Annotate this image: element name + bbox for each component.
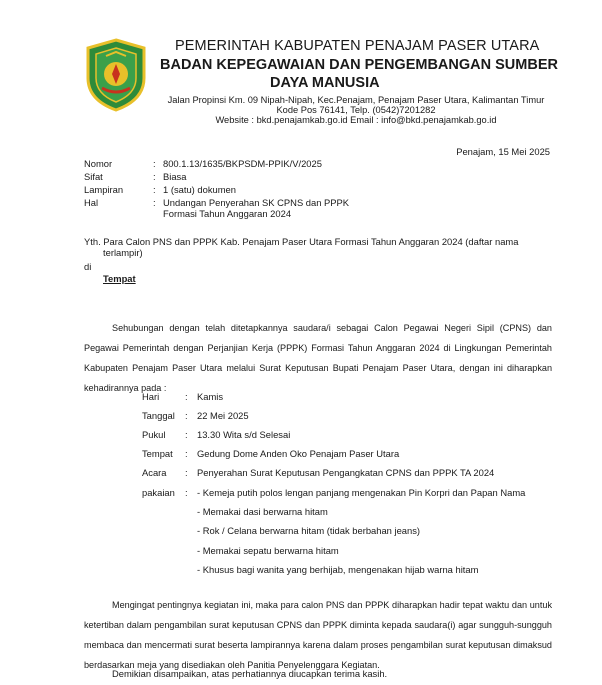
detail-sep: : — [185, 410, 188, 421]
detail-sep: : — [185, 467, 188, 478]
recipient-line: Yth. Para Calon PNS dan PPPK Kab. Penajam Paser Utara Formasi Tahun Anggaran 2024 (daftar nama — [84, 236, 519, 247]
detail-sep: : — [185, 429, 188, 440]
meta-label: Sifat — [84, 171, 103, 182]
detail-value: 22 Mei 2025 — [197, 410, 249, 421]
recipient-line-cont: terlampir) — [103, 247, 143, 258]
recipient-place: Tempat — [103, 273, 136, 284]
agency-name-line1: PEMERINTAH KABUPATEN PENAJAM PASER UTARA — [175, 38, 540, 54]
attire-item: - Khusus bagi wanita yang berhijab, mengenakan hijab warna hitam — [197, 564, 479, 575]
body-paragraph-intro: Sehubungan dengan telah ditetapkannya saudara/i sebagai Calon Pegawai Negeri Sipil (CPNS) dan Pegawai Pemerintah dengan Perjanjian Kerja (PPPK) Formasi Tahun Anggaran 2024 di Lingkungan Pemerintah Kabupaten Penajam Paser Utara melalui Surat Keputusan Bupati Penajam Paser Utara, dengan ini diharapkan kehadirannya pada : — [84, 323, 552, 393]
recipient-di: di — [84, 261, 92, 272]
agency-name-line3: DAYA MANUSIA — [270, 75, 380, 91]
detail-value: Penyerahan Surat Keputusan Pengangkatan CPNS dan PPPK TA 2024 — [197, 467, 495, 478]
meta-value-cont: Formasi Tahun Anggaran 2024 — [163, 208, 292, 219]
attire-item: - Memakai sepatu berwarna hitam — [197, 545, 339, 556]
address-line3: Website : bkd.penajamkab.go.id Email : info@bkd.penajamkab.go.id — [215, 115, 497, 125]
meta-label: Lampiran — [84, 184, 124, 195]
detail-value: Gedung Dome Anden Oko Penajam Paser Utara — [197, 448, 400, 459]
regency-logo-icon — [84, 38, 148, 112]
meta-sep: : — [153, 158, 156, 169]
meta-value: Undangan Penyerahan SK CPNS dan PPPK — [163, 197, 350, 208]
meta-sep: : — [153, 197, 156, 208]
meta-value: Biasa — [163, 171, 187, 182]
detail-label: pakaian — [142, 487, 175, 498]
address-line1: Jalan Propinsi Km. 09 Nipah-Nipah, Kec.Penajam, Penajam Paser Utara, Kalimantan Timur — [167, 95, 545, 105]
detail-value: Kamis — [197, 391, 224, 402]
letter-date: Penajam, 15 Mei 2025 — [456, 146, 550, 157]
attire-item: - Memakai dasi berwarna hitam — [197, 506, 328, 517]
detail-label: Acara — [142, 467, 167, 478]
meta-label: Hal — [84, 197, 99, 208]
detail-label: Tempat — [142, 448, 173, 459]
closing-sentence: Demikian disampaikan, atas perhatiannya diucapkan terima kasih. — [112, 668, 388, 679]
agency-name-line2: BADAN KEPEGAWAIAN DAN PENGEMBANGAN SUMBER — [160, 57, 558, 73]
meta-sep: : — [153, 184, 156, 195]
detail-sep: : — [185, 487, 188, 498]
detail-label: Pukul — [142, 429, 166, 440]
detail-label: Tanggal — [142, 410, 175, 421]
meta-value: 1 (satu) dokumen — [163, 184, 236, 195]
address-line2: Kode Pos 76141, Telp. (0542)7201282 — [276, 105, 436, 115]
detail-value: 13.30 Wita s/d Selesai — [197, 429, 291, 440]
body-paragraph-notice: Mengingat pentingnya kegiatan ini, maka para calon PNS dan PPPK diharapkan hadir tepat waktu dan untuk ketertiban dalam pengambilan surat keputusan CPNS dan PPPK diminta kepada saudara(i) agar sungguh-sungguh membaca dan mencermati surat beserta lampirannya karena dalam proses pengambilan surat keputusan dimaksud berdasarkan meja yang disediakan oleh Panitia Penyelenggara Kegiatan. — [84, 600, 552, 670]
detail-value: - Kemeja putih polos lengan panjang mengenakan Pin Korpri dan Papan Nama — [197, 487, 526, 498]
meta-sep: : — [153, 171, 156, 182]
meta-label: Nomor — [84, 158, 113, 169]
meta-value: 800.1.13/1635/BKPSDM-PPIK/V/2025 — [163, 158, 322, 169]
attire-item: - Rok / Celana berwarna hitam (tidak berbahan jeans) — [197, 525, 421, 536]
detail-sep: : — [185, 391, 188, 402]
detail-sep: : — [185, 448, 188, 459]
detail-label: Hari — [142, 391, 160, 402]
